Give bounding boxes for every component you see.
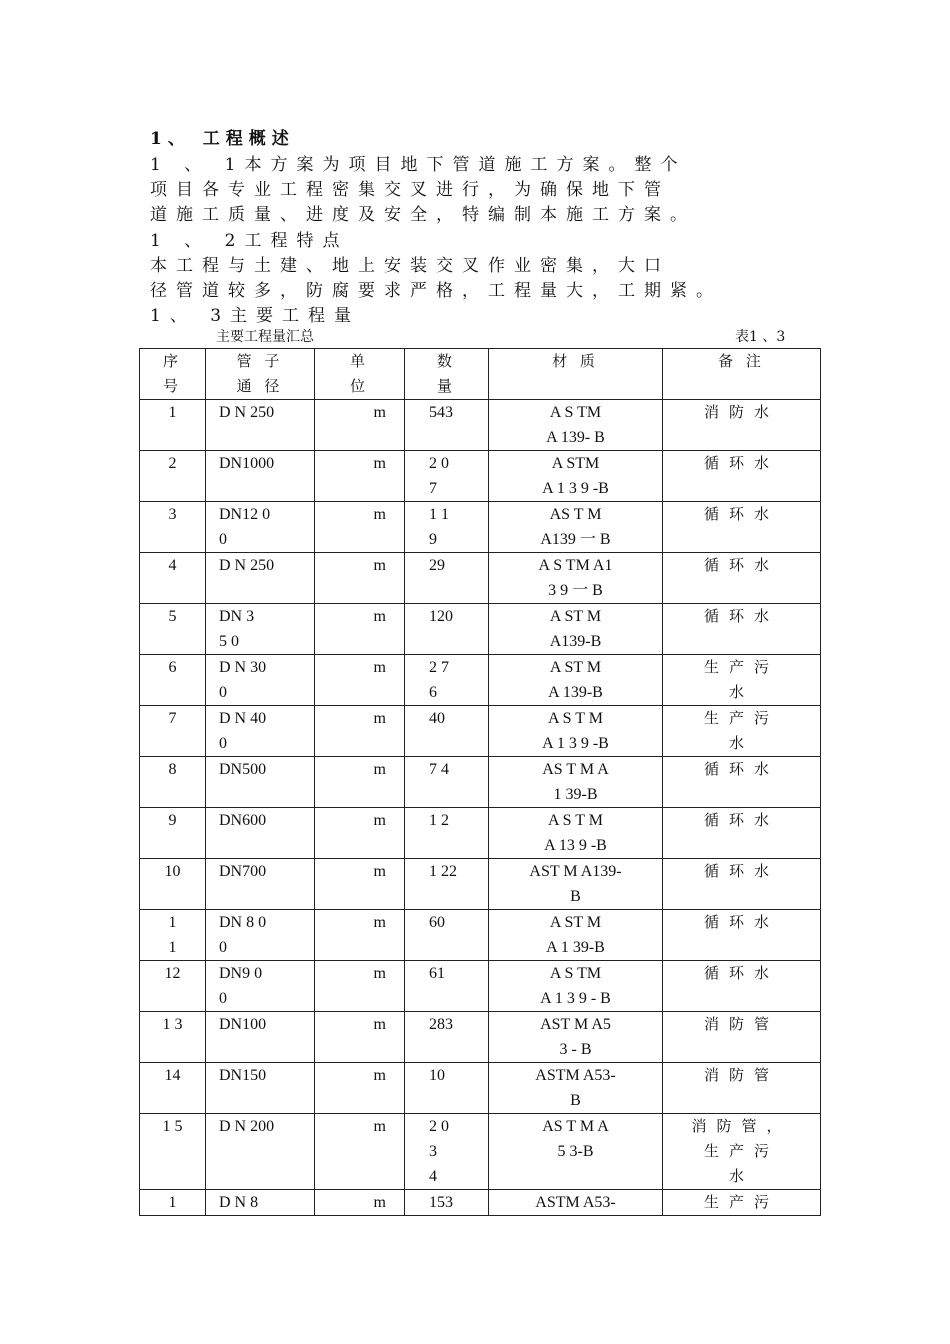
- subheading-line: 1 、 2工程特点: [150, 231, 349, 251]
- row-unit: m: [315, 1114, 405, 1190]
- row-qty: 29: [405, 553, 489, 604]
- row-unit: m: [315, 757, 405, 808]
- row-note: 循环水: [663, 757, 821, 808]
- header-unit: 单 位: [315, 349, 405, 400]
- table-row: [140, 706, 821, 757]
- subheading-line: 1、 3主要工程量: [150, 306, 361, 326]
- row-size: DN700: [206, 859, 315, 910]
- row-unit: m: [315, 910, 405, 961]
- row-size: D N 40 0: [206, 706, 315, 757]
- row-no: 14: [140, 1063, 206, 1114]
- row-note: 循环水: [663, 451, 821, 502]
- table-row: [140, 604, 821, 655]
- row-qty: 2 0 3 4: [405, 1114, 489, 1190]
- row-unit: m: [315, 400, 405, 451]
- row-no: 1 3: [140, 1012, 206, 1063]
- table-row: [140, 961, 821, 1012]
- row-no: 5: [140, 604, 206, 655]
- row-material: ASTM A53-: [489, 1190, 663, 1216]
- table-row: [140, 451, 821, 502]
- header-no: 序 号: [140, 349, 206, 400]
- row-no: 2: [140, 451, 206, 502]
- row-material: A STM A 1 3 9 -B: [489, 451, 663, 502]
- row-no: 1 1: [140, 910, 206, 961]
- row-size: DN 3 5 0: [206, 604, 315, 655]
- row-qty: 1 22: [405, 859, 489, 910]
- row-size: DN9 0 0: [206, 961, 315, 1012]
- paragraph-line: 1 、 1本方案为项目地下管道施工方案。整个: [150, 155, 687, 175]
- row-note: 消防管: [663, 1063, 821, 1114]
- row-note: 循环水: [663, 859, 821, 910]
- row-unit: m: [315, 604, 405, 655]
- row-no: 9: [140, 808, 206, 859]
- row-material: AST M A5 3 - B: [489, 1012, 663, 1063]
- row-size: D N 8: [206, 1190, 315, 1216]
- row-note: 生产污: [663, 1190, 821, 1216]
- row-qty: 61: [405, 961, 489, 1012]
- row-note: 消防管: [663, 1012, 821, 1063]
- section-heading: 1、 工程概述: [150, 129, 295, 149]
- row-no: 1: [140, 1190, 206, 1216]
- row-no: 1 5: [140, 1114, 206, 1190]
- row-size: DN600: [206, 808, 315, 859]
- row-material: AS T M A 5 3-B: [489, 1114, 663, 1190]
- row-qty: 7 4: [405, 757, 489, 808]
- table-row: [140, 553, 821, 604]
- row-note: 循环水: [663, 604, 821, 655]
- row-unit: m: [315, 1063, 405, 1114]
- table-header-row: [140, 349, 821, 400]
- row-no: 12: [140, 961, 206, 1012]
- row-unit: m: [315, 655, 405, 706]
- row-qty: 1 2: [405, 808, 489, 859]
- paragraph-line: 道施工质量、进度及安全，特编制本施工方案。: [150, 205, 696, 225]
- row-material: A ST M A 1 39-B: [489, 910, 663, 961]
- row-size: DN500: [206, 757, 315, 808]
- row-size: DN1000: [206, 451, 315, 502]
- table-row: [140, 757, 821, 808]
- table-row: [140, 1114, 821, 1190]
- row-material: A S TM A 139- B: [489, 400, 663, 451]
- row-note: 循环水: [663, 808, 821, 859]
- paragraph-line: 项目各专业工程密集交叉进行，为确保地下管: [150, 180, 670, 200]
- row-material: AS T M A139 一 B: [489, 502, 663, 553]
- row-qty: 2 7 6: [405, 655, 489, 706]
- row-size: D N 250: [206, 400, 315, 451]
- table-caption: 主要工程量汇总: [216, 329, 314, 345]
- row-size: DN 8 0 0: [206, 910, 315, 961]
- row-unit: m: [315, 808, 405, 859]
- row-material: A S T M A 13 9 -B: [489, 808, 663, 859]
- table-row: [140, 1190, 821, 1216]
- paragraph-line: 本工程与土建、地上安装交叉作业密集，大口: [150, 256, 670, 276]
- row-material: A S TM A1 3 9 一 B: [489, 553, 663, 604]
- quantity-table: [139, 348, 821, 1216]
- row-qty: 1 1 9: [405, 502, 489, 553]
- row-unit: m: [315, 961, 405, 1012]
- table-row: [140, 859, 821, 910]
- row-qty: 153: [405, 1190, 489, 1216]
- row-unit: m: [315, 859, 405, 910]
- row-qty: 283: [405, 1012, 489, 1063]
- row-material: A S T M A 1 3 9 -B: [489, 706, 663, 757]
- row-no: 8: [140, 757, 206, 808]
- header-qty: 数 量: [405, 349, 489, 400]
- row-material: AS T M A 1 39-B: [489, 757, 663, 808]
- row-note: 消防管， 生产污 水: [663, 1114, 821, 1190]
- table-row: [140, 400, 821, 451]
- row-size: D N 30 0: [206, 655, 315, 706]
- header-note: 备 注: [663, 349, 821, 400]
- row-unit: m: [315, 553, 405, 604]
- header-material: 材 质: [489, 349, 663, 400]
- row-material: A ST M A139-B: [489, 604, 663, 655]
- row-unit: m: [315, 451, 405, 502]
- table-row: [140, 910, 821, 961]
- row-size: DN12 0 0: [206, 502, 315, 553]
- row-unit: m: [315, 706, 405, 757]
- row-size: D N 250: [206, 553, 315, 604]
- row-note: 消防水: [663, 400, 821, 451]
- table-row: [140, 1063, 821, 1114]
- row-material: ASTM A53- B: [489, 1063, 663, 1114]
- table-row: [140, 1012, 821, 1063]
- row-qty: 60: [405, 910, 489, 961]
- row-material: A S TM A 1 3 9 - B: [489, 961, 663, 1012]
- row-size: DN150: [206, 1063, 315, 1114]
- row-size: D N 200: [206, 1114, 315, 1190]
- row-qty: 543: [405, 400, 489, 451]
- row-note: 循环水: [663, 502, 821, 553]
- row-no: 4: [140, 553, 206, 604]
- row-material: AST M A139- B: [489, 859, 663, 910]
- row-unit: m: [315, 502, 405, 553]
- table-row: [140, 655, 821, 706]
- paragraph-line: 径管道较多，防腐要求严格，工程量大，工期紧。: [150, 281, 722, 301]
- row-size: DN100: [206, 1012, 315, 1063]
- row-qty: 2 0 7: [405, 451, 489, 502]
- table-row: [140, 502, 821, 553]
- row-no: 7: [140, 706, 206, 757]
- row-no: 3: [140, 502, 206, 553]
- row-note: 生产污 水: [663, 655, 821, 706]
- row-material: A ST M A 139-B: [489, 655, 663, 706]
- table-number: 表1 、3: [735, 329, 786, 345]
- row-note: 循环水: [663, 910, 821, 961]
- header-size: 管 子 通 径: [206, 349, 315, 400]
- row-unit: m: [315, 1012, 405, 1063]
- row-note: 循环水: [663, 961, 821, 1012]
- row-no: 1: [140, 400, 206, 451]
- row-unit: m: [315, 1190, 405, 1216]
- row-qty: 120: [405, 604, 489, 655]
- row-qty: 40: [405, 706, 489, 757]
- table-row: [140, 808, 821, 859]
- row-qty: 10: [405, 1063, 489, 1114]
- row-note: 生产污 水: [663, 706, 821, 757]
- row-no: 6: [140, 655, 206, 706]
- row-no: 10: [140, 859, 206, 910]
- row-note: 循环水: [663, 553, 821, 604]
